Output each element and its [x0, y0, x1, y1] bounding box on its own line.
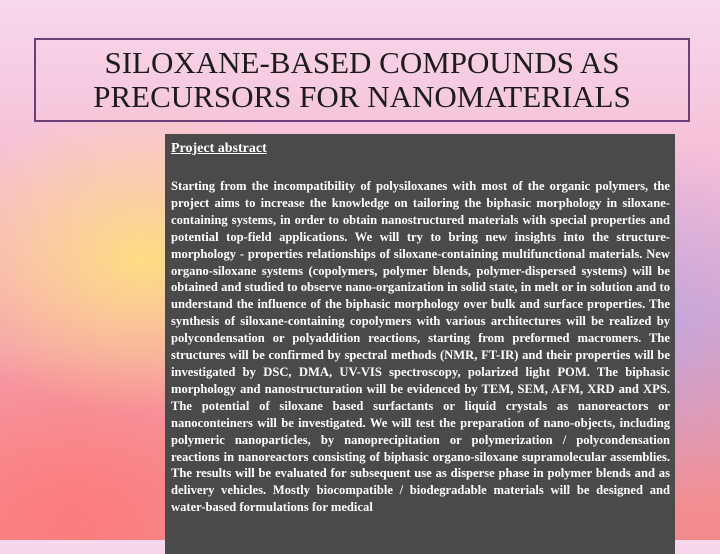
slide-title-line-1: SILOXANE-BASED COMPOUNDS AS	[104, 45, 620, 80]
abstract-panel	[165, 134, 675, 554]
abstract-body-text: Starting from the incompatibility of polysiloxanes with most of the organic polymers, the project aims to increase the knowledge on tailoring the biphasic morphology in siloxane-containing systems, in order to obtain nanostructured materials with special properties and potential top-field applications. We will try to bring new insights into the structure-morphology - properties relationships of siloxane-containing multifunctional materials. New organo-siloxane systems (copolymers, polymer blends, polymer-dispersed systems) will be obtained and studied to observe nano-organization in solid state, in melt or in solution and to understand the influence of the biphasic morphology over bulk and surface properties. The synthesis of siloxane-containing copolymers with various architectures will be realized by polycondensation or polyaddition reactions, starting from preformed macromers. The structures will be confirmed by spectral methods (NMR, FT-IR) and their properties will be investigated by DSC, DMA, UV-VIS spectroscopy, polarized light POM. The biphasic morphology and nanostructuration will be evidenced by TEM, SEM, AFM, XRD and XPS. The potential of siloxane based surfactants or liquid crystals as nanoreactors or nanoconteiners will be investigated. We will test the preparation of nano-objects, including polymeric nanoparticles, by nanoprecipitation or polymerization / polycondensation reactions in nanoreactors consisting of biphasic organo-siloxane supramolecular assemblies. The results will be evaluated for subsequent use as disperse phase in polymer blends and as delivery vehicles. Mostly biocompatible / biodegradable materials will be designed and water-based formulations for medical	[171, 179, 670, 515]
slide-title-line-2: PRECURSORS FOR NANOMATERIALS	[93, 79, 631, 114]
slide-title	[34, 38, 690, 122]
abstract-heading: Project abstract	[171, 141, 267, 156]
